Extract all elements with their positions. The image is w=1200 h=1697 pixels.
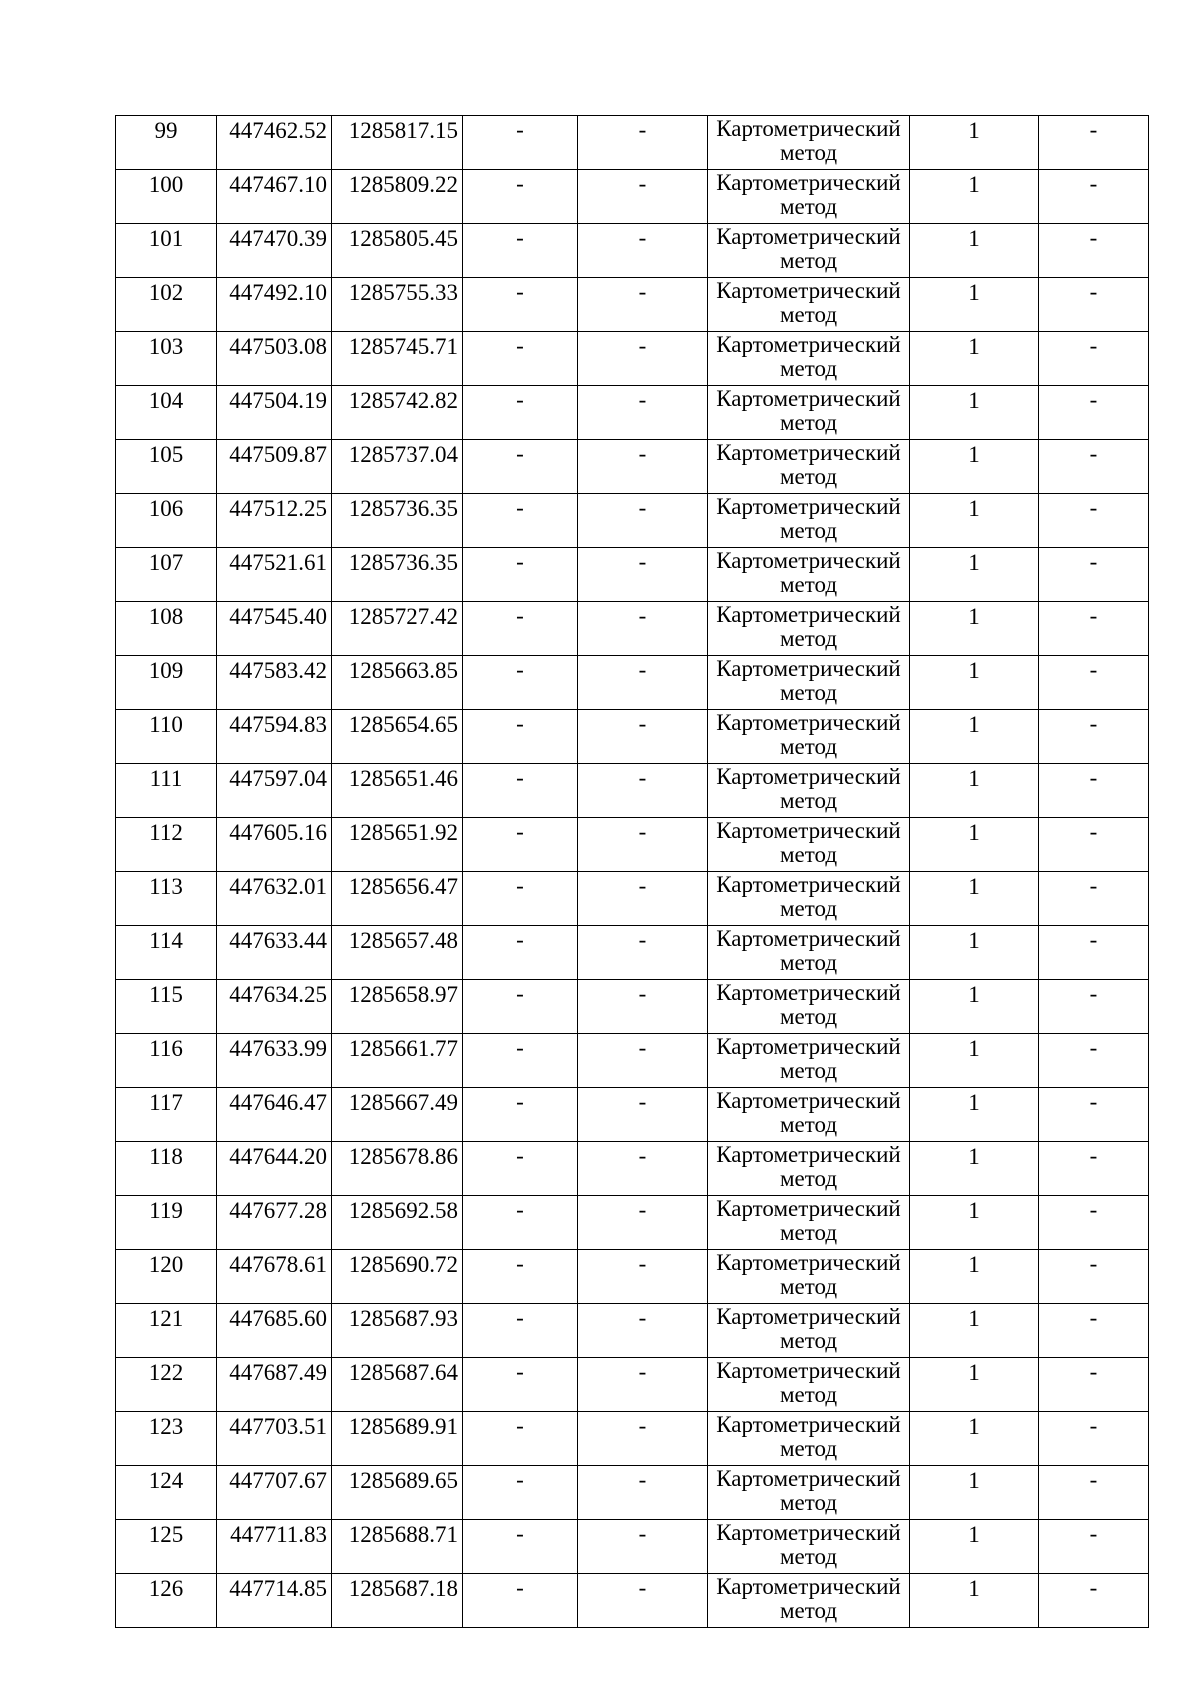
- point-number-cell: 117: [116, 1088, 217, 1142]
- accuracy-cell: 1: [910, 656, 1039, 710]
- accuracy-cell: 1: [910, 1520, 1039, 1574]
- accuracy-cell: 1: [910, 440, 1039, 494]
- accuracy-cell: 1: [910, 1196, 1039, 1250]
- table-row: [116, 1034, 1149, 1088]
- accuracy-cell: 1: [910, 1412, 1039, 1466]
- accuracy-cell: 1: [910, 548, 1039, 602]
- method-cell: Картометрический метод: [708, 170, 910, 224]
- y-coordinate-cell: 1285651.92: [332, 818, 463, 872]
- accuracy-cell: 1: [910, 170, 1039, 224]
- table-row: [116, 332, 1149, 386]
- empty-cell-2: -: [578, 1574, 708, 1628]
- table-row: [116, 926, 1149, 980]
- point-number-cell: 114: [116, 926, 217, 980]
- empty-cell-1: -: [463, 926, 578, 980]
- y-coordinate-cell: 1285658.97: [332, 980, 463, 1034]
- accuracy-cell: 1: [910, 1466, 1039, 1520]
- method-cell: Картометрический метод: [708, 818, 910, 872]
- empty-cell-3: -: [1039, 1358, 1149, 1412]
- empty-cell-3: -: [1039, 224, 1149, 278]
- empty-cell-3: -: [1039, 548, 1149, 602]
- empty-cell-3: -: [1039, 872, 1149, 926]
- empty-cell-1: -: [463, 1196, 578, 1250]
- x-coordinate-cell: 447503.08: [217, 332, 332, 386]
- empty-cell-2: -: [578, 1466, 708, 1520]
- accuracy-cell: 1: [910, 818, 1039, 872]
- x-coordinate-cell: 447714.85: [217, 1574, 332, 1628]
- accuracy-cell: 1: [910, 386, 1039, 440]
- method-cell: Картометрический метод: [708, 1412, 910, 1466]
- method-cell: Картометрический метод: [708, 1574, 910, 1628]
- x-coordinate-cell: 447703.51: [217, 1412, 332, 1466]
- empty-cell-3: -: [1039, 656, 1149, 710]
- empty-cell-2: -: [578, 440, 708, 494]
- x-coordinate-cell: 447646.47: [217, 1088, 332, 1142]
- empty-cell-1: -: [463, 116, 578, 170]
- empty-cell-2: -: [578, 1034, 708, 1088]
- empty-cell-1: -: [463, 872, 578, 926]
- x-coordinate-cell: 447492.10: [217, 278, 332, 332]
- point-number-cell: 108: [116, 602, 217, 656]
- y-coordinate-cell: 1285809.22: [332, 170, 463, 224]
- empty-cell-2: -: [578, 332, 708, 386]
- table-row: [116, 1142, 1149, 1196]
- empty-cell-3: -: [1039, 332, 1149, 386]
- x-coordinate-cell: 447594.83: [217, 710, 332, 764]
- point-number-cell: 100: [116, 170, 217, 224]
- table-row: [116, 710, 1149, 764]
- table-row: [116, 548, 1149, 602]
- empty-cell-2: -: [578, 116, 708, 170]
- y-coordinate-cell: 1285687.18: [332, 1574, 463, 1628]
- table-row: [116, 980, 1149, 1034]
- empty-cell-2: -: [578, 1412, 708, 1466]
- table-row: [116, 170, 1149, 224]
- accuracy-cell: 1: [910, 926, 1039, 980]
- method-cell: Картометрический метод: [708, 872, 910, 926]
- empty-cell-3: -: [1039, 386, 1149, 440]
- y-coordinate-cell: 1285687.93: [332, 1304, 463, 1358]
- table-row: [116, 1250, 1149, 1304]
- empty-cell-2: -: [578, 1142, 708, 1196]
- accuracy-cell: 1: [910, 278, 1039, 332]
- y-coordinate-cell: 1285661.77: [332, 1034, 463, 1088]
- empty-cell-3: -: [1039, 818, 1149, 872]
- y-coordinate-cell: 1285692.58: [332, 1196, 463, 1250]
- empty-cell-1: -: [463, 1358, 578, 1412]
- empty-cell-2: -: [578, 1088, 708, 1142]
- empty-cell-2: -: [578, 224, 708, 278]
- empty-cell-2: -: [578, 602, 708, 656]
- method-cell: Картометрический метод: [708, 1142, 910, 1196]
- empty-cell-1: -: [463, 278, 578, 332]
- empty-cell-3: -: [1039, 1574, 1149, 1628]
- empty-cell-2: -: [578, 656, 708, 710]
- x-coordinate-cell: 447634.25: [217, 980, 332, 1034]
- table-row: [116, 1088, 1149, 1142]
- accuracy-cell: 1: [910, 1574, 1039, 1628]
- point-number-cell: 106: [116, 494, 217, 548]
- table-row: [116, 1358, 1149, 1412]
- empty-cell-1: -: [463, 1088, 578, 1142]
- empty-cell-3: -: [1039, 278, 1149, 332]
- empty-cell-1: -: [463, 1574, 578, 1628]
- coordinates-table-body: [116, 116, 1149, 1628]
- empty-cell-1: -: [463, 1304, 578, 1358]
- table-row: [116, 224, 1149, 278]
- method-cell: Картометрический метод: [708, 656, 910, 710]
- empty-cell-1: -: [463, 1034, 578, 1088]
- table-row: [116, 1196, 1149, 1250]
- method-cell: Картометрический метод: [708, 494, 910, 548]
- x-coordinate-cell: 447504.19: [217, 386, 332, 440]
- x-coordinate-cell: 447633.99: [217, 1034, 332, 1088]
- empty-cell-3: -: [1039, 764, 1149, 818]
- table-row: [116, 386, 1149, 440]
- empty-cell-1: -: [463, 332, 578, 386]
- y-coordinate-cell: 1285742.82: [332, 386, 463, 440]
- x-coordinate-cell: 447644.20: [217, 1142, 332, 1196]
- empty-cell-3: -: [1039, 170, 1149, 224]
- table-row: [116, 872, 1149, 926]
- accuracy-cell: 1: [910, 116, 1039, 170]
- empty-cell-2: -: [578, 710, 708, 764]
- x-coordinate-cell: 447678.61: [217, 1250, 332, 1304]
- empty-cell-1: -: [463, 1142, 578, 1196]
- empty-cell-1: -: [463, 710, 578, 764]
- point-number-cell: 116: [116, 1034, 217, 1088]
- y-coordinate-cell: 1285687.64: [332, 1358, 463, 1412]
- empty-cell-1: -: [463, 1412, 578, 1466]
- y-coordinate-cell: 1285657.48: [332, 926, 463, 980]
- method-cell: Картометрический метод: [708, 332, 910, 386]
- y-coordinate-cell: 1285654.65: [332, 710, 463, 764]
- empty-cell-1: -: [463, 1250, 578, 1304]
- point-number-cell: 105: [116, 440, 217, 494]
- x-coordinate-cell: 447707.67: [217, 1466, 332, 1520]
- x-coordinate-cell: 447677.28: [217, 1196, 332, 1250]
- empty-cell-1: -: [463, 656, 578, 710]
- empty-cell-2: -: [578, 818, 708, 872]
- method-cell: Картометрический метод: [708, 1088, 910, 1142]
- coordinates-table: [115, 115, 1149, 1628]
- empty-cell-2: -: [578, 494, 708, 548]
- table-row: [116, 1520, 1149, 1574]
- empty-cell-2: -: [578, 926, 708, 980]
- x-coordinate-cell: 447687.49: [217, 1358, 332, 1412]
- table-row: [116, 818, 1149, 872]
- point-number-cell: 125: [116, 1520, 217, 1574]
- accuracy-cell: 1: [910, 980, 1039, 1034]
- accuracy-cell: 1: [910, 1358, 1039, 1412]
- x-coordinate-cell: 447632.01: [217, 872, 332, 926]
- empty-cell-3: -: [1039, 440, 1149, 494]
- empty-cell-3: -: [1039, 710, 1149, 764]
- table-row: [116, 764, 1149, 818]
- x-coordinate-cell: 447462.52: [217, 116, 332, 170]
- empty-cell-3: -: [1039, 1142, 1149, 1196]
- empty-cell-3: -: [1039, 1304, 1149, 1358]
- accuracy-cell: 1: [910, 332, 1039, 386]
- empty-cell-3: -: [1039, 116, 1149, 170]
- empty-cell-1: -: [463, 1466, 578, 1520]
- table-row: [116, 656, 1149, 710]
- point-number-cell: 101: [116, 224, 217, 278]
- point-number-cell: 120: [116, 1250, 217, 1304]
- method-cell: Картометрический метод: [708, 710, 910, 764]
- accuracy-cell: 1: [910, 1250, 1039, 1304]
- empty-cell-2: -: [578, 764, 708, 818]
- empty-cell-2: -: [578, 872, 708, 926]
- x-coordinate-cell: 447467.10: [217, 170, 332, 224]
- x-coordinate-cell: 447711.83: [217, 1520, 332, 1574]
- empty-cell-3: -: [1039, 926, 1149, 980]
- empty-cell-1: -: [463, 494, 578, 548]
- y-coordinate-cell: 1285689.65: [332, 1466, 463, 1520]
- y-coordinate-cell: 1285736.35: [332, 548, 463, 602]
- empty-cell-1: -: [463, 440, 578, 494]
- table-row: [116, 1304, 1149, 1358]
- point-number-cell: 119: [116, 1196, 217, 1250]
- accuracy-cell: 1: [910, 1304, 1039, 1358]
- empty-cell-1: -: [463, 980, 578, 1034]
- y-coordinate-cell: 1285817.15: [332, 116, 463, 170]
- point-number-cell: 107: [116, 548, 217, 602]
- x-coordinate-cell: 447470.39: [217, 224, 332, 278]
- empty-cell-1: -: [463, 170, 578, 224]
- accuracy-cell: 1: [910, 1088, 1039, 1142]
- accuracy-cell: 1: [910, 872, 1039, 926]
- empty-cell-2: -: [578, 1358, 708, 1412]
- point-number-cell: 121: [116, 1304, 217, 1358]
- method-cell: Картометрический метод: [708, 548, 910, 602]
- empty-cell-3: -: [1039, 1088, 1149, 1142]
- accuracy-cell: 1: [910, 602, 1039, 656]
- empty-cell-3: -: [1039, 980, 1149, 1034]
- empty-cell-2: -: [578, 548, 708, 602]
- method-cell: Картометрический метод: [708, 764, 910, 818]
- x-coordinate-cell: 447521.61: [217, 548, 332, 602]
- method-cell: Картометрический метод: [708, 1196, 910, 1250]
- point-number-cell: 104: [116, 386, 217, 440]
- table-row: [116, 602, 1149, 656]
- empty-cell-2: -: [578, 1250, 708, 1304]
- y-coordinate-cell: 1285805.45: [332, 224, 463, 278]
- y-coordinate-cell: 1285736.35: [332, 494, 463, 548]
- empty-cell-3: -: [1039, 1412, 1149, 1466]
- table-row: [116, 1412, 1149, 1466]
- x-coordinate-cell: 447512.25: [217, 494, 332, 548]
- method-cell: Картометрический метод: [708, 278, 910, 332]
- empty-cell-3: -: [1039, 1250, 1149, 1304]
- empty-cell-2: -: [578, 170, 708, 224]
- empty-cell-1: -: [463, 224, 578, 278]
- point-number-cell: 115: [116, 980, 217, 1034]
- point-number-cell: 110: [116, 710, 217, 764]
- y-coordinate-cell: 1285663.85: [332, 656, 463, 710]
- empty-cell-2: -: [578, 980, 708, 1034]
- y-coordinate-cell: 1285737.04: [332, 440, 463, 494]
- point-number-cell: 111: [116, 764, 217, 818]
- y-coordinate-cell: 1285656.47: [332, 872, 463, 926]
- empty-cell-3: -: [1039, 1034, 1149, 1088]
- empty-cell-1: -: [463, 386, 578, 440]
- empty-cell-2: -: [578, 1196, 708, 1250]
- method-cell: Картометрический метод: [708, 1250, 910, 1304]
- y-coordinate-cell: 1285727.42: [332, 602, 463, 656]
- table-row: [116, 1574, 1149, 1628]
- table-row: [116, 278, 1149, 332]
- point-number-cell: 113: [116, 872, 217, 926]
- empty-cell-3: -: [1039, 602, 1149, 656]
- accuracy-cell: 1: [910, 1034, 1039, 1088]
- method-cell: Картометрический метод: [708, 440, 910, 494]
- method-cell: Картометрический метод: [708, 1358, 910, 1412]
- point-number-cell: 112: [116, 818, 217, 872]
- point-number-cell: 122: [116, 1358, 217, 1412]
- method-cell: Картометрический метод: [708, 1466, 910, 1520]
- accuracy-cell: 1: [910, 494, 1039, 548]
- method-cell: Картометрический метод: [708, 116, 910, 170]
- x-coordinate-cell: 447597.04: [217, 764, 332, 818]
- point-number-cell: 103: [116, 332, 217, 386]
- empty-cell-3: -: [1039, 1196, 1149, 1250]
- y-coordinate-cell: 1285651.46: [332, 764, 463, 818]
- empty-cell-2: -: [578, 386, 708, 440]
- x-coordinate-cell: 447509.87: [217, 440, 332, 494]
- point-number-cell: 123: [116, 1412, 217, 1466]
- empty-cell-3: -: [1039, 494, 1149, 548]
- method-cell: Картометрический метод: [708, 386, 910, 440]
- point-number-cell: 109: [116, 656, 217, 710]
- empty-cell-1: -: [463, 764, 578, 818]
- point-number-cell: 126: [116, 1574, 217, 1628]
- x-coordinate-cell: 447605.16: [217, 818, 332, 872]
- point-number-cell: 118: [116, 1142, 217, 1196]
- empty-cell-2: -: [578, 1520, 708, 1574]
- y-coordinate-cell: 1285678.86: [332, 1142, 463, 1196]
- point-number-cell: 102: [116, 278, 217, 332]
- empty-cell-1: -: [463, 602, 578, 656]
- empty-cell-2: -: [578, 278, 708, 332]
- table-row: [116, 1466, 1149, 1520]
- point-number-cell: 99: [116, 116, 217, 170]
- table-row: [116, 494, 1149, 548]
- accuracy-cell: 1: [910, 224, 1039, 278]
- method-cell: Картометрический метод: [708, 980, 910, 1034]
- method-cell: Картометрический метод: [708, 1034, 910, 1088]
- table-row: [116, 440, 1149, 494]
- x-coordinate-cell: 447583.42: [217, 656, 332, 710]
- x-coordinate-cell: 447545.40: [217, 602, 332, 656]
- empty-cell-1: -: [463, 1520, 578, 1574]
- table-row: [116, 116, 1149, 170]
- x-coordinate-cell: 447685.60: [217, 1304, 332, 1358]
- accuracy-cell: 1: [910, 1142, 1039, 1196]
- empty-cell-1: -: [463, 548, 578, 602]
- y-coordinate-cell: 1285667.49: [332, 1088, 463, 1142]
- accuracy-cell: 1: [910, 710, 1039, 764]
- y-coordinate-cell: 1285689.91: [332, 1412, 463, 1466]
- method-cell: Картометрический метод: [708, 1304, 910, 1358]
- y-coordinate-cell: 1285745.71: [332, 332, 463, 386]
- method-cell: Картометрический метод: [708, 1520, 910, 1574]
- point-number-cell: 124: [116, 1466, 217, 1520]
- method-cell: Картометрический метод: [708, 602, 910, 656]
- y-coordinate-cell: 1285688.71: [332, 1520, 463, 1574]
- x-coordinate-cell: 447633.44: [217, 926, 332, 980]
- empty-cell-3: -: [1039, 1466, 1149, 1520]
- accuracy-cell: 1: [910, 764, 1039, 818]
- y-coordinate-cell: 1285690.72: [332, 1250, 463, 1304]
- empty-cell-3: -: [1039, 1520, 1149, 1574]
- empty-cell-2: -: [578, 1304, 708, 1358]
- empty-cell-1: -: [463, 818, 578, 872]
- method-cell: Картометрический метод: [708, 224, 910, 278]
- method-cell: Картометрический метод: [708, 926, 910, 980]
- y-coordinate-cell: 1285755.33: [332, 278, 463, 332]
